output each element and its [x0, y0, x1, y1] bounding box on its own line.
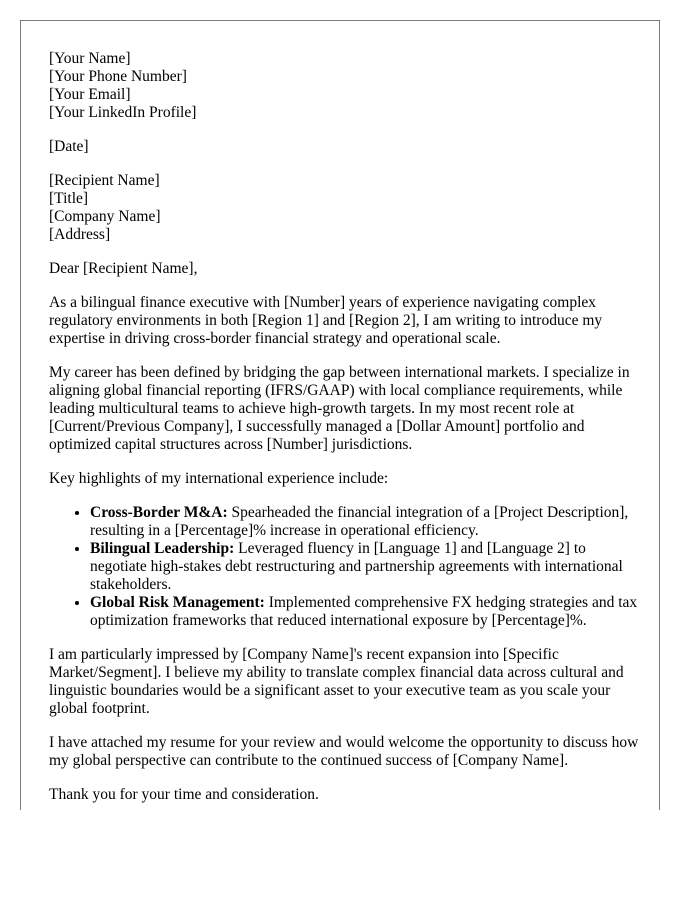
paragraph-intro: As a bilingual finance executive with [Number] years of experience navigating complex regulatory environments in both [Region 1] and [Region 2], I am writing to introduce my expertise in driving cross-border financial strategy and operational scale.: [49, 294, 603, 347]
sender-linkedin: [Your LinkedIn Profile]: [49, 104, 197, 121]
recipient-name: [Recipient Name]: [49, 172, 160, 189]
recipient-block: [49, 172, 645, 244]
highlight-title: Global Risk Management:: [90, 594, 265, 611]
sender-block: [49, 50, 645, 122]
highlight-text: Spearheaded the financial integration of a [Project Description], resulting in a [Percentage]% increase in operational efficiency.: [90, 504, 629, 539]
highlight-text: Leveraged fluency in [Language 1] and [Language 2] to negotiate high-stakes debt restructuring and partnership agreements with international stakeholders.: [90, 540, 623, 593]
paragraph-career: My career has been defined by bridging the gap between international markets. I specialize in aligning global financial reporting (IFRS/GAAP) with local compliance requirements, while leading multicultural teams to achieve high-growth targets. In my most recent role at [Current/Previous Company], I successfully managed a [Dollar Amount] portfolio and optimized capital structures across [Number] jurisdictions.: [49, 364, 630, 453]
highlight-title: Bilingual Leadership:: [90, 540, 235, 557]
list-item: [90, 594, 645, 630]
paragraph-highlights-intro: Key highlights of my international experience include:: [49, 470, 389, 487]
sender-phone: [Your Phone Number]: [49, 68, 187, 85]
list-item: [90, 540, 645, 594]
recipient-title: [Title]: [49, 190, 89, 207]
paragraph-impressed: I am particularly impressed by [Company Name]'s recent expansion into [Specific Market/Segment]. I believe my ability to translate complex financial data across cultural and linguistic boundaries would be a significant asset to your executive team as you scale your global footprint.: [49, 646, 624, 717]
letter-date: [Date]: [49, 138, 89, 155]
highlight-title: Cross-Border M&A:: [90, 504, 228, 521]
date-block: [49, 138, 645, 156]
paragraph-thanks: Thank you for your time and consideration.: [49, 786, 319, 803]
paragraph-attached: I have attached my resume for your review and would welcome the opportunity to discuss how my global perspective can contribute to the continued success of [Company Name].: [49, 734, 639, 769]
highlights-list: [49, 504, 645, 630]
recipient-address: [Address]: [49, 226, 111, 243]
salutation: Dear [Recipient Name],: [49, 260, 198, 277]
letter-page: [20, 20, 660, 810]
sender-name: [Your Name]: [49, 50, 131, 67]
highlight-text: Implemented comprehensive FX hedging strategies and tax optimization frameworks that reduced international exposure by [Percentage]%.: [90, 594, 638, 629]
list-item: [90, 504, 645, 540]
letter-body: [49, 50, 645, 810]
recipient-company: [Company Name]: [49, 208, 161, 225]
sender-email: [Your Email]: [49, 86, 131, 103]
